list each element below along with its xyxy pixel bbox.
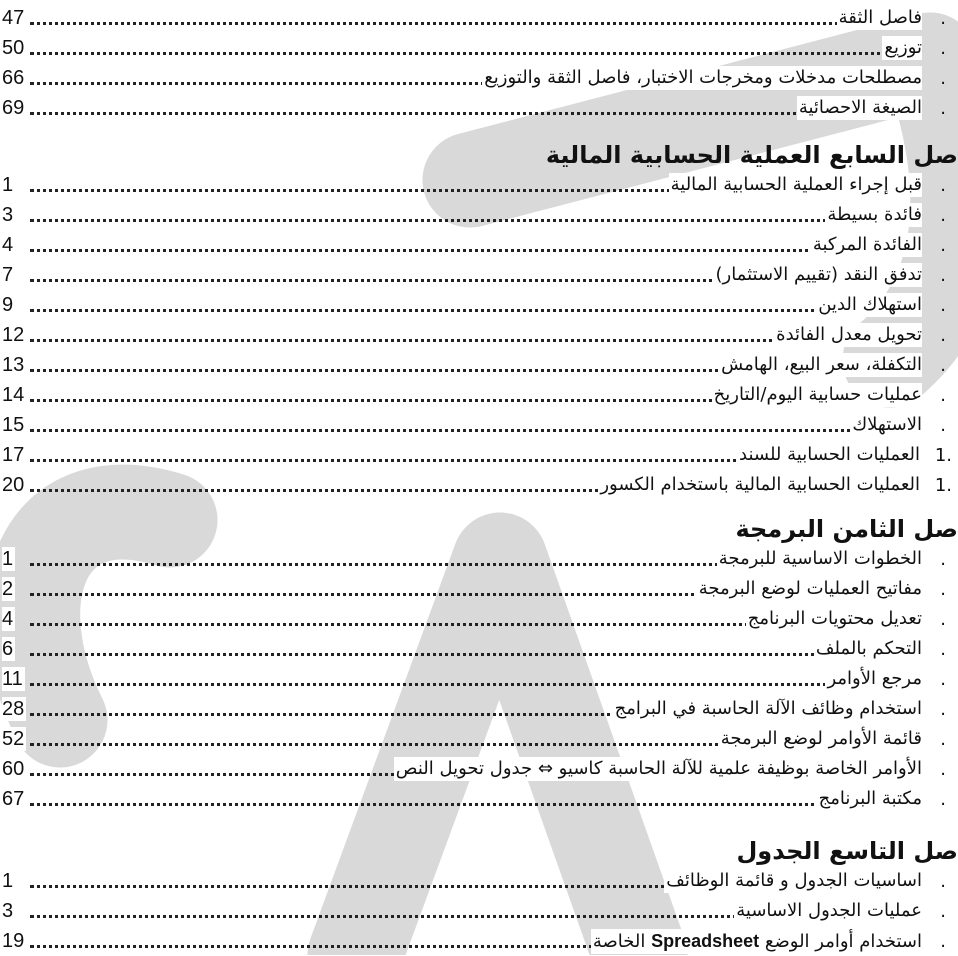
toc-row[interactable] [0, 410, 958, 440]
bullet: . [940, 609, 946, 630]
toc-row[interactable] [0, 320, 958, 350]
toc-row[interactable] [0, 63, 958, 93]
toc-entry-label: الخطوات الاساسية للبرمجة [718, 548, 922, 569]
toc-page-number: 9 [2, 294, 14, 316]
toc-row[interactable] [0, 664, 958, 694]
dot-leader [30, 112, 918, 115]
toc-entry-label: الصيغة الاحصائية [798, 97, 922, 118]
bullet: . [940, 729, 946, 750]
bullet: . [940, 68, 946, 89]
toc-page-number: 66 [2, 67, 25, 89]
toc-page-number: 12 [2, 324, 25, 346]
toc-page-number: 13 [2, 354, 25, 376]
toc-row[interactable] [0, 574, 958, 604]
toc-row[interactable] [0, 440, 958, 470]
toc-page-number: 60 [2, 758, 25, 780]
toc-entry-label: تدفق النقد (تقييم الاستثمار) [715, 264, 922, 285]
toc-row[interactable] [0, 170, 958, 200]
toc-page-number: 14 [2, 384, 25, 406]
bullet: . [940, 235, 946, 256]
toc-entry-label: الفائدة المركبة [812, 234, 922, 255]
bullet: . [940, 38, 946, 59]
bullet: . [940, 639, 946, 660]
toc-entry-label: عمليات حسابية اليوم/التاريخ [713, 384, 922, 405]
bullet: . [940, 871, 946, 892]
toc-row[interactable] [0, 866, 958, 896]
toc-page-number: 47 [2, 7, 25, 29]
dot-leader [30, 429, 918, 432]
toc-entry-label: مفاتيح العمليات لوضع البرمجة [698, 578, 922, 599]
label-prefix: استخدام أوامر الوضع [764, 931, 922, 952]
chapter-8-heading: صل الثامن البرمجة [735, 515, 958, 543]
toc-row[interactable] [0, 694, 958, 724]
bullet: . [940, 175, 946, 196]
toc-entry-label: قبل إجراء العملية الحسابية المالية [670, 174, 922, 195]
toc-page-number: 20 [2, 474, 25, 496]
toc-page-number: 15 [2, 414, 25, 436]
chapter-7-heading: صل السابع العملية الحسابية المالية [545, 141, 958, 169]
dot-leader [30, 219, 918, 222]
section-number: 1. [934, 475, 952, 496]
spreadsheet-term: Spreadsheet [651, 931, 760, 951]
toc-page-number: 50 [2, 37, 25, 59]
toc-row[interactable] [0, 230, 958, 260]
toc-row[interactable] [0, 724, 958, 754]
toc-row[interactable] [0, 754, 958, 784]
dot-leader [30, 653, 918, 656]
bullet: . [940, 669, 946, 690]
toc-entry-label: الأوامر الخاصة بوظيفة علمية للآلة الحاسبة كاسيو ⇔ جدول تحويل النص [395, 758, 922, 779]
toc-row[interactable] [0, 93, 958, 123]
bullet: . [940, 759, 946, 780]
toc-entry-label: تعديل محتويات البرنامج [747, 608, 922, 629]
toc-entry-label: استخدام وظائف الآلة الحاسبة في البرامج [614, 698, 922, 719]
toc-page-number: 6 [2, 638, 14, 660]
toc-row[interactable] [0, 260, 958, 290]
toc-entry-label: فائدة بسيطة [827, 204, 922, 225]
toc-entry-label: توزيع [884, 37, 922, 58]
toc-entry-label: العمليات الحسابية للسند [739, 444, 920, 465]
toc-page-number: 2 [2, 578, 14, 600]
toc-page-number: 52 [2, 728, 25, 750]
bullet: . [940, 98, 946, 119]
bullet: . [940, 579, 946, 600]
toc-row[interactable] [0, 784, 958, 814]
toc-page-number: 67 [2, 788, 25, 810]
toc-page-number: 28 [2, 698, 25, 720]
toc-page-number: 4 [2, 608, 14, 630]
bullet: . [940, 901, 946, 922]
toc-page-number: 1 [2, 870, 14, 892]
bullet: . [940, 789, 946, 810]
section-number: 1. [934, 445, 952, 466]
toc-row[interactable] [0, 470, 958, 500]
toc-row[interactable] [0, 33, 958, 63]
toc-entry-label [591, 929, 922, 954]
bullet: . [940, 415, 946, 436]
toc-entry-label: عمليات الجدول الاساسية [736, 900, 922, 921]
toc-page-number: 7 [2, 264, 14, 286]
toc-entry-label: قائمة الأوامر لوضع البرمجة [720, 728, 922, 749]
toc-row[interactable] [0, 896, 958, 926]
bullet: . [940, 549, 946, 570]
toc-entry-label: اساسيات الجدول و قائمة الوظائف [666, 870, 922, 891]
toc-row[interactable] [0, 634, 958, 664]
toc-entry-label: فاصل الثقة [838, 7, 922, 28]
toc-row[interactable] [0, 200, 958, 230]
toc-page-number: 19 [2, 930, 25, 952]
bullet: . [940, 8, 946, 29]
bullet: . [940, 295, 946, 316]
dot-leader [30, 803, 918, 806]
bullet: . [940, 699, 946, 720]
bullet: . [940, 205, 946, 226]
bullet: . [940, 355, 946, 376]
toc-row[interactable] [0, 604, 958, 634]
toc-entry-label: العمليات الحسابية المالية باستخدام الكسور [600, 474, 920, 495]
bullet: . [940, 385, 946, 406]
chapter-9-heading: صل التاسع الجدول [736, 837, 958, 865]
bullet: . [940, 265, 946, 286]
toc-row[interactable] [0, 290, 958, 320]
toc-entry-label: تحويل معدل الفائدة [776, 324, 922, 345]
toc-page-number: 11 [2, 668, 23, 690]
toc-row[interactable] [0, 380, 958, 410]
dot-leader [30, 309, 918, 312]
bullet: . [940, 325, 946, 346]
dot-leader [30, 52, 918, 55]
toc-entry-label: التكفلة، سعر البيع، الهامش [721, 354, 922, 375]
toc-page-number: 3 [2, 900, 14, 922]
toc-row[interactable] [0, 350, 958, 380]
toc-entry-label: مرجع الأوامر [827, 668, 922, 689]
dot-leader [30, 249, 918, 252]
bullet: . [940, 931, 946, 952]
toc-page-number: 1 [2, 174, 14, 196]
dot-leader [30, 683, 918, 686]
toc-row[interactable] [0, 544, 958, 574]
toc-entry-label: استهلاك الدين [818, 294, 922, 315]
toc-entry-label: الاستهلاك [852, 414, 922, 435]
label-suffix: الخاصة [592, 931, 646, 952]
toc-entry-label: مكتبة البرنامج [818, 788, 922, 809]
toc-page-number: 69 [2, 97, 25, 119]
toc-page-number: 3 [2, 204, 14, 226]
toc-row[interactable] [0, 3, 958, 33]
toc-row[interactable] [0, 926, 958, 956]
toc-page-number: 17 [2, 444, 25, 466]
toc-page-number: 4 [2, 234, 14, 256]
toc-entry-label: التحكم بالملف [815, 638, 922, 659]
toc-entry-label: مصطلحات مدخلات ومخرجات الاختبار، فاصل الثقة والتوزيع [484, 67, 922, 88]
toc-page-number: 1 [2, 548, 14, 570]
dot-leader [30, 22, 918, 25]
